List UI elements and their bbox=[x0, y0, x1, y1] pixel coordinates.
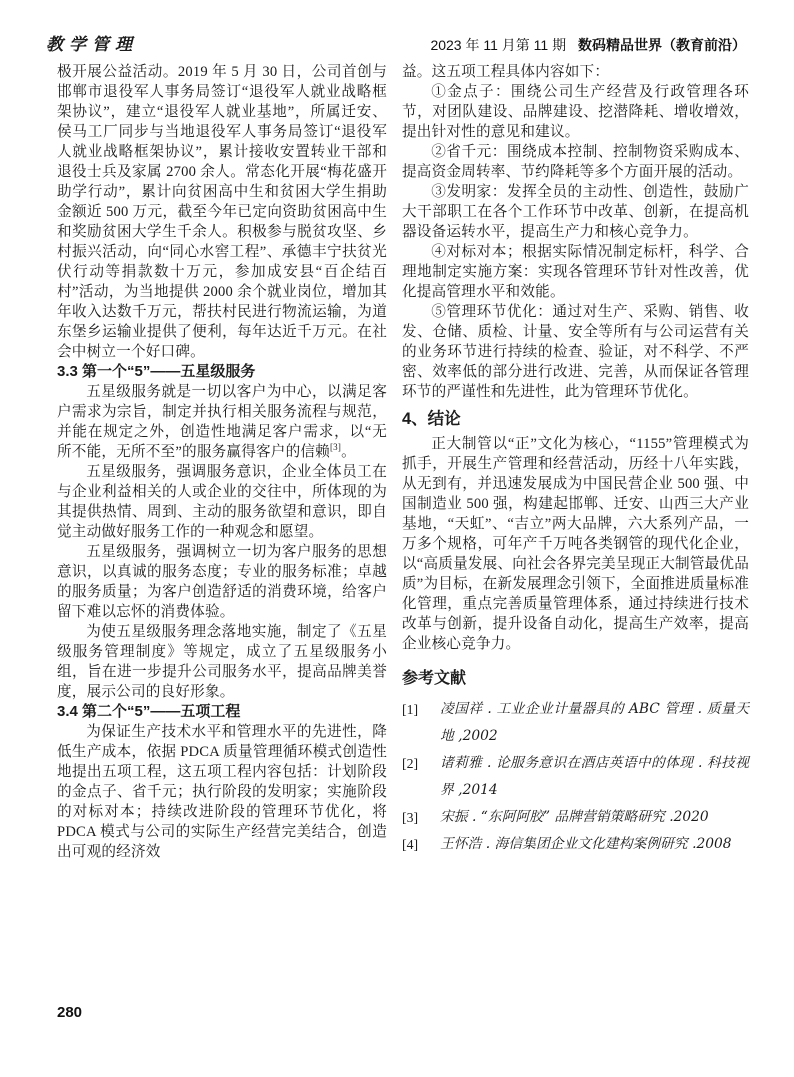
issue-info: 2023 年 11 月第 11 期 bbox=[430, 37, 567, 53]
reference-text: 王怀浩 . 海信集团企业文化建构案例研究 .2008 bbox=[440, 836, 732, 852]
section-heading: 3.3 第一个“5”——五星级服务 bbox=[57, 363, 256, 380]
page-header bbox=[46, 30, 746, 55]
section-heading: 4、结论 bbox=[402, 410, 461, 428]
right-column bbox=[402, 62, 749, 862]
body-paragraph: ⑤管理环节优化：通过对生产、采购、销售、收发、仓储、质检、计量、安全等所有与公司运营有关的业务环节进行持续的检查、验证，对不科学、不严密、效率低的部分进行改进、完善，从而保证各管理环节的严谨性和先进性，此为管理环节优化。 bbox=[402, 304, 749, 400]
references-heading: 参考文献 bbox=[402, 670, 467, 687]
reference-item bbox=[402, 804, 749, 831]
reference-label: [3] bbox=[402, 810, 419, 825]
body-paragraph: 为使五星级服务理念落地实施，制定了《五星级服务管理制度》等规定，成立了五星级服务小组，旨在进一步提升公司服务水平，提高品牌美誉度，展示公司的良好形象。 bbox=[57, 624, 387, 700]
reference-item bbox=[402, 696, 749, 750]
body-paragraph: 为保证生产技术水平和管理水平的先进性，降低生产成本，依据 PDCA 质量管理循环模式创造性地提出五项工程，这五项工程内容包括：计划阶段的金点子、省千元；执行阶段的发明家；实施阶段的对标对本；持续改进阶段的管理环节优化，将 PDCA 模式与公司的实际生产经营完美结合，创造出可观的经济效 bbox=[57, 724, 387, 860]
body-paragraph: ②省千元：围绕成本控制、控制物资采购成本、提高资金周转率、节约降耗等多个方面开展的活动。 bbox=[402, 144, 749, 180]
reference-label: [1] bbox=[402, 702, 419, 717]
body-paragraph: 五星级服务，强调树立一切为客户服务的思想意识，以真诚的服务态度；专业的服务标准；卓越的服务质量；为客户创造舒适的消费环境，给客户留下难以忘怀的消费体验。 bbox=[57, 544, 387, 620]
reference-item bbox=[402, 750, 749, 804]
body-paragraph: 正大制管以“正”文化为核心，“1155”管理模式为抓手，开展生产管理和经营活动，历经十八年实践，从无到有，并迅速发展成为中国民营企业 500 强、中国制造业 500 强，构建起邯郸、迁安、山西三大产业基地，“天虹”、“吉立”两大品牌，六大系列产品，一万多个规格，可年产千万吨各类钢管的现代化企业，以“高质量发展、向社会各界完美呈现正大制管最优品质”为目标，在新发展理念引领下，全面推进质量标准化管理，重点完善质量管理体系，通过持续进行技术改革与创新，提升设备自动化，提高生产效率，提高企业核心竞争力。 bbox=[402, 436, 749, 652]
reference-text: 宋振 . “东阿阿胶” 品牌营销策略研究 .2020 bbox=[440, 809, 709, 825]
reference-item bbox=[402, 831, 749, 858]
reference-text: 凌国祥 . 工业企业计量器具的 ABC 管理 . 质量天地 ,2002 bbox=[440, 701, 749, 744]
reference-label: [2] bbox=[402, 756, 419, 771]
body-paragraph: 五星级服务就是一切以客户为中心，以满足客户需求为宗旨，制定并执行相关服务流程与规范，并能在规定之外，创造性地满足客户需求，以“无所不能，无所不至”的服务赢得客户的信赖[3]。 bbox=[57, 384, 387, 460]
page-number: 280 bbox=[57, 1004, 83, 1021]
article-body bbox=[57, 62, 749, 862]
left-column bbox=[57, 62, 387, 862]
body-paragraph: ④对标对本；根据实际情况制定标杆，科学、合理地制定实施方案：实现各管理环节针对性改善，优化提高管理水平和效能。 bbox=[402, 244, 749, 300]
reference-label: [4] bbox=[402, 837, 419, 852]
body-paragraph: 五星级服务，强调服务意识，企业全体员工在与企业利益相关的人或企业的交往中，所体现的为其提供热情、周到、主动的服务欲望和意识，即自觉主动做好服务工作的一种观念和愿望。 bbox=[57, 464, 387, 540]
body-paragraph: 极开展公益活动。2019 年 5 月 30 日，公司首创与邯郸市退役军人事务局签订“退役军人就业战略框架协议”，建立“退役军人就业基地”，所属迁安、侯马工厂同步与当地退役军人事务局签订“退役军人就业战略框架协议”，累计接收安置转业干部和退役士兵及家属 2700 余人。常态化开展“梅花盛开助学行动”，累计向贫困高中生和贫困大学生捐助金额近 500 万元，截至今年已定向资助贫困高中生和奖励贫困大学生千余人。积极参与脱贫攻坚、乡村振兴活动，向“同心水窖工程”、承德丰宁扶贫光伏行动等捐款数十万元，参加成安县“百企结百村”活动，为当地提供 2000 余个就业岗位，增加其年收入达数千万元，帮扶村民进行物流运输，为道东堡乡运输业提供了便利，每年达近千万元。在社会中树立一个好口碑。 bbox=[57, 64, 387, 360]
section-heading: 3.4 第二个“5”——五项工程 bbox=[57, 703, 241, 720]
journal-name: 数码精品世界（教育前沿） bbox=[578, 37, 746, 53]
citation-superscript: [3] bbox=[329, 442, 342, 453]
body-paragraph: ③发明家：发挥全员的主动性、创造性，鼓励广大干部职工在各个工作环节中改革、创新，在提高机器设备运转水平，提高生产力和核心竞争力。 bbox=[402, 184, 749, 240]
body-paragraph: ①金点子：围绕公司生产经营及行政管理各环节，对团队建设、品牌建设、挖潜降耗、增收增效，提出针对性的意见和建议。 bbox=[402, 84, 749, 140]
journal-section-title: 教学管理 bbox=[46, 35, 138, 55]
journal-issue-line bbox=[430, 35, 746, 55]
reference-text: 诸莉雅 . 论服务意识在酒店英语中的体现 . 科技视界 ,2014 bbox=[440, 755, 749, 798]
body-paragraph: 益。这五项工程具体内容如下： bbox=[402, 64, 610, 80]
